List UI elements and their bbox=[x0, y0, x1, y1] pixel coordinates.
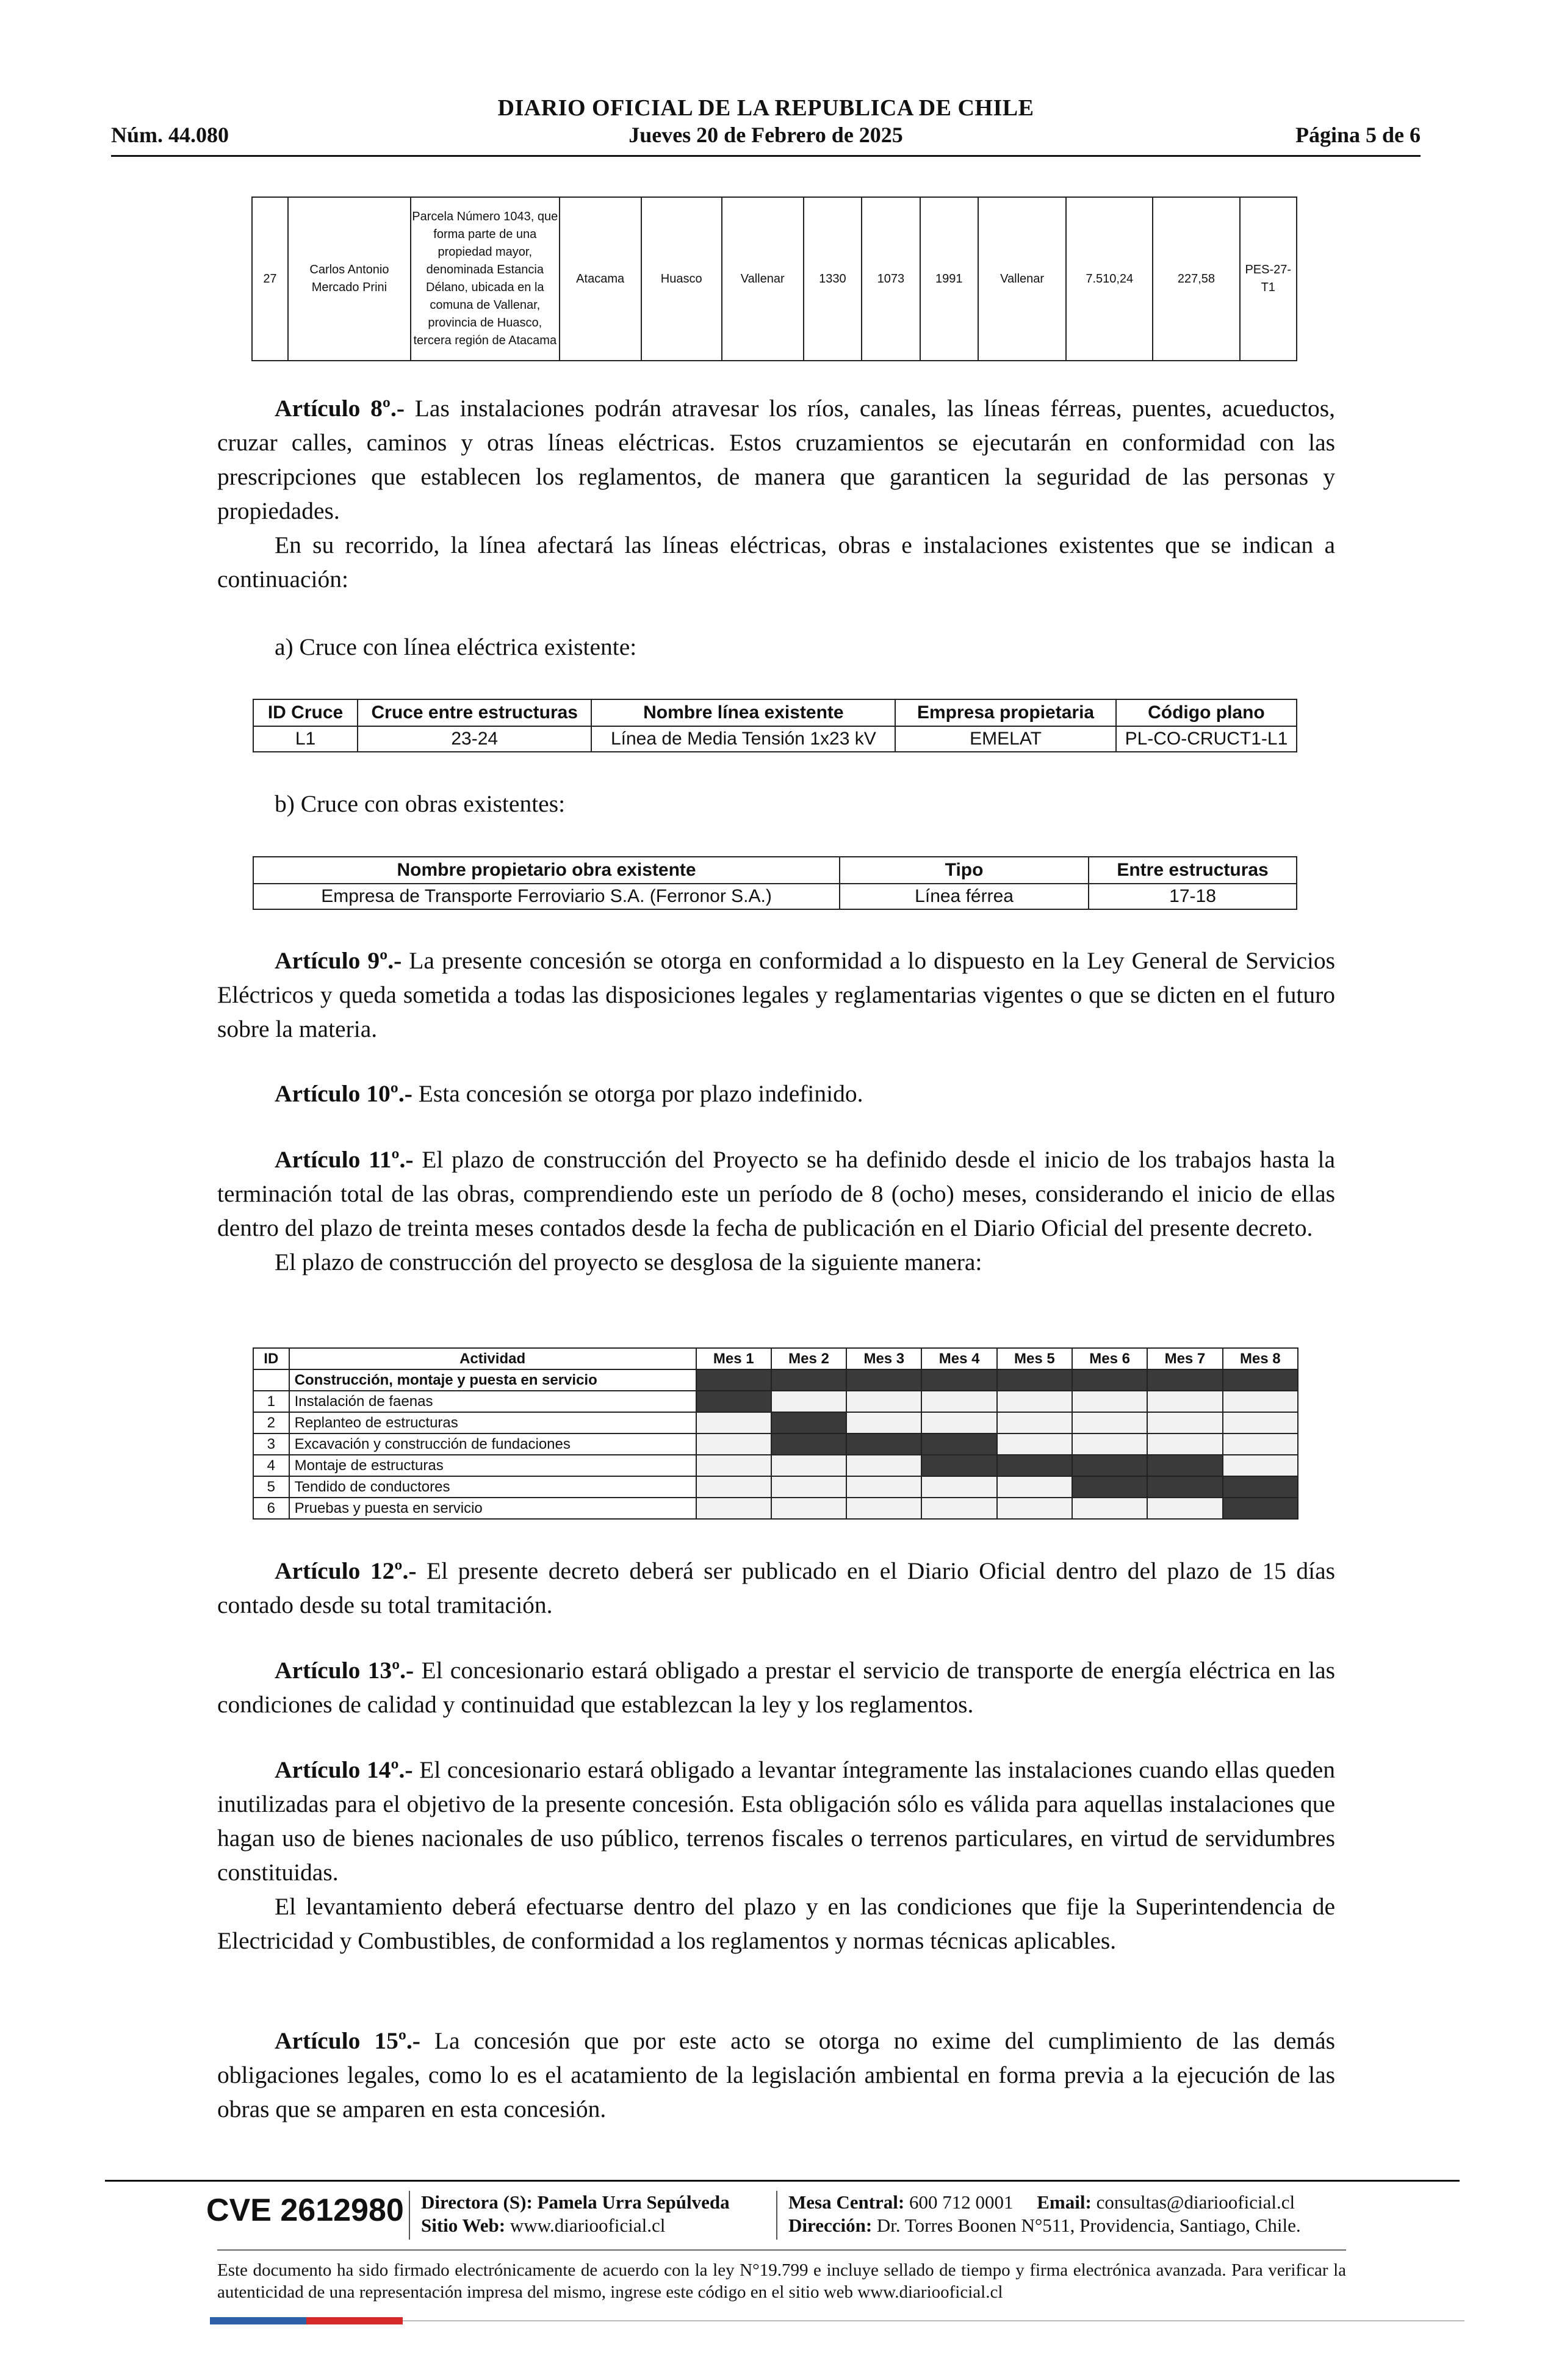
schedule-bar-cell bbox=[1147, 1476, 1222, 1498]
schedule-bar-cell bbox=[1223, 1476, 1298, 1498]
crossing-b-text: b) Cruce con obras existentes: bbox=[275, 790, 566, 817]
column-header: Mes 8 bbox=[1223, 1348, 1298, 1369]
crossing-b-label bbox=[217, 787, 1335, 821]
flag-bar-red bbox=[306, 2317, 403, 2324]
cell-number: 27 bbox=[252, 197, 288, 361]
schedule-empty-cell bbox=[1223, 1391, 1298, 1412]
column-header: ID bbox=[253, 1348, 289, 1369]
activity-id: 6 bbox=[253, 1498, 289, 1519]
schedule-empty-cell bbox=[997, 1498, 1072, 1519]
schedule-empty-cell bbox=[1223, 1412, 1298, 1433]
activity-name: Pruebas y puesta en servicio bbox=[289, 1498, 696, 1519]
activity-id: 4 bbox=[253, 1455, 289, 1476]
table-row bbox=[253, 726, 1297, 752]
schedule-empty-cell bbox=[921, 1412, 996, 1433]
schedule-empty-cell bbox=[1072, 1412, 1147, 1433]
cell-description: Parcela Número 1043, que forma parte de una propiedad mayor, denominada Estancia Délano, ubicada en la comuna de Vallenar, provincia de Huasco, tercera región de Atacama bbox=[411, 197, 560, 361]
activity-id: 2 bbox=[253, 1412, 289, 1433]
column-header: Mes 6 bbox=[1072, 1348, 1147, 1369]
schedule-bar-cell bbox=[921, 1369, 996, 1391]
schedule-bar-cell bbox=[997, 1455, 1072, 1476]
article-11-text-2: El plazo de construcción del proyecto se desglosa de la siguiente manera: bbox=[275, 1249, 982, 1275]
article-13 bbox=[217, 1653, 1335, 1722]
schedule-empty-cell bbox=[921, 1498, 996, 1519]
schedule-bar-cell bbox=[696, 1369, 771, 1391]
article-12-label: Artículo 12º.- bbox=[275, 1557, 417, 1584]
article-10-text: Esta concesión se otorga por plazo indefinido. bbox=[418, 1080, 863, 1107]
schedule-bar-cell bbox=[1223, 1369, 1298, 1391]
table-cell: EMELAT bbox=[895, 726, 1116, 752]
schedule-empty-cell bbox=[1147, 1412, 1222, 1433]
website-link[interactable]: www.diariooficial.cl bbox=[510, 2215, 666, 2236]
schedule-empty-cell bbox=[846, 1476, 921, 1498]
footer-divider bbox=[105, 2180, 1460, 2182]
schedule-empty-cell bbox=[1223, 1433, 1298, 1455]
column-header: Código plano bbox=[1116, 699, 1297, 726]
article-14 bbox=[217, 1753, 1335, 1958]
header-divider bbox=[111, 155, 1421, 157]
construction-schedule-table bbox=[253, 1347, 1298, 1520]
cell-commune: Vallenar bbox=[722, 197, 804, 361]
flag-bar-blue bbox=[210, 2317, 306, 2324]
cell-year: 1991 bbox=[920, 197, 978, 361]
table-cell: 23-24 bbox=[358, 726, 591, 752]
schedule-empty-cell bbox=[1223, 1455, 1298, 1476]
address-label: Dirección: bbox=[788, 2215, 873, 2236]
schedule-row bbox=[253, 1455, 1298, 1476]
schedule-empty-cell bbox=[997, 1433, 1072, 1455]
schedule-bar-cell bbox=[997, 1369, 1072, 1391]
footer-separator bbox=[776, 2191, 777, 2240]
article-10 bbox=[217, 1076, 1335, 1111]
activity-id: 1 bbox=[253, 1391, 289, 1412]
schedule-row bbox=[253, 1433, 1298, 1455]
schedule-empty-cell bbox=[771, 1476, 846, 1498]
phone-number: 600 712 0001 bbox=[909, 2191, 1014, 2213]
article-14-text-2: El levantamiento deberá efectuarse dentro del plazo y en las condiciones que fije la Superintendencia de Electricidad y Combustibles, de conformidad a los reglamentos y normas técnicas aplicables. bbox=[217, 1893, 1335, 1954]
column-header: Entre estructuras bbox=[1089, 857, 1297, 884]
table-row bbox=[252, 197, 1297, 361]
schedule-row bbox=[253, 1391, 1298, 1412]
column-header: Empresa propietaria bbox=[895, 699, 1116, 726]
activity-id bbox=[253, 1369, 289, 1391]
schedule-empty-cell bbox=[771, 1498, 846, 1519]
article-8-text: Las instalaciones podrán atravesar los ríos, canales, las líneas férreas, puentes, acueductos, cruzar calles, caminos y otras líneas eléctricas. Estos cruzamientos se ejecutarán en conformidad con las prescripciones que establecen los reglamentos, de manera que garanticen la seguridad de las personas y propiedades. bbox=[217, 395, 1336, 524]
activity-id: 5 bbox=[253, 1476, 289, 1498]
works-crossing-table bbox=[253, 856, 1297, 910]
footer-divider-2 bbox=[217, 2249, 1346, 2251]
schedule-empty-cell bbox=[846, 1455, 921, 1476]
article-12 bbox=[217, 1554, 1335, 1622]
table-header-row bbox=[253, 1348, 1298, 1369]
parcel-table bbox=[251, 197, 1297, 361]
flag-bar-grey bbox=[403, 2320, 1464, 2321]
schedule-empty-cell bbox=[696, 1476, 771, 1498]
schedule-bar-cell bbox=[1072, 1455, 1147, 1476]
director-label: Directora (S): bbox=[421, 2191, 533, 2213]
article-11-label: Artículo 11º.- bbox=[275, 1146, 414, 1173]
schedule-bar-cell bbox=[1223, 1498, 1298, 1519]
article-11-text: El plazo de construcción del Proyecto se ha definido desde el inicio de los trabajos hasta la terminación total de las obras, comprendiendo este un período de 8 (ocho) meses, considerando el inicio de ellas dentro del plazo de treinta meses contados desde la fecha de publicación en el Diario Oficial del presente decreto. bbox=[217, 1146, 1335, 1241]
cell-region: Atacama bbox=[560, 197, 641, 361]
schedule-empty-cell bbox=[1072, 1391, 1147, 1412]
column-header: Mes 5 bbox=[997, 1348, 1072, 1369]
cell-plan-code: PES-27-T1 bbox=[1240, 197, 1297, 361]
activity-name: Construcción, montaje y puesta en servicio bbox=[289, 1369, 696, 1391]
schedule-empty-cell bbox=[1147, 1433, 1222, 1455]
schedule-bar-cell bbox=[921, 1455, 996, 1476]
schedule-bar-cell bbox=[696, 1391, 771, 1412]
schedule-row bbox=[253, 1498, 1298, 1519]
cell-area-2: 227,58 bbox=[1153, 197, 1239, 361]
footer-director-block bbox=[421, 2191, 730, 2237]
schedule-bar-cell bbox=[771, 1369, 846, 1391]
cell-owner: Carlos Antonio Mercado Prini bbox=[288, 197, 411, 361]
column-header: Nombre propietario obra existente bbox=[253, 857, 840, 884]
column-header: Mes 1 bbox=[696, 1348, 771, 1369]
column-header: Mes 2 bbox=[771, 1348, 846, 1369]
footer-separator bbox=[409, 2191, 410, 2240]
column-header: Cruce entre estructuras bbox=[358, 699, 591, 726]
schedule-bar-cell bbox=[1147, 1455, 1222, 1476]
column-header: Tipo bbox=[840, 857, 1089, 884]
table-header-row bbox=[253, 857, 1297, 884]
table-cell: Línea de Media Tensión 1x23 kV bbox=[591, 726, 895, 752]
email-link[interactable]: consultas@diariooficial.cl bbox=[1096, 2191, 1295, 2213]
crossing-a-text: a) Cruce con línea eléctrica existente: bbox=[275, 633, 637, 660]
article-10-label: Artículo 10º.- bbox=[275, 1080, 412, 1107]
schedule-bar-cell bbox=[1072, 1369, 1147, 1391]
schedule-bar-cell bbox=[771, 1412, 846, 1433]
cell-value-1: 1330 bbox=[804, 197, 862, 361]
column-header: Mes 4 bbox=[921, 1348, 996, 1369]
cell-registry: Vallenar bbox=[978, 197, 1066, 361]
article-15-label: Artículo 15º.- bbox=[275, 2027, 420, 2054]
schedule-summary-row bbox=[253, 1369, 1298, 1391]
cell-area-1: 7.510,24 bbox=[1066, 197, 1153, 361]
article-8-text-2: En su recorrido, la línea afectará las líneas eléctricas, obras e instalaciones existentes que se indican a continuación: bbox=[217, 532, 1335, 593]
schedule-empty-cell bbox=[1072, 1433, 1147, 1455]
column-header: Actividad bbox=[289, 1348, 696, 1369]
schedule-row bbox=[253, 1476, 1298, 1498]
article-9 bbox=[217, 943, 1335, 1046]
schedule-empty-cell bbox=[921, 1391, 996, 1412]
activity-id: 3 bbox=[253, 1433, 289, 1455]
schedule-empty-cell bbox=[696, 1412, 771, 1433]
article-9-text: La presente concesión se otorga en conformidad a lo dispuesto en la Ley General de Servicios Eléctricos y queda sometida a todas las disposiciones legales y reglamentarias vigentes o que se dicten en el futuro sobre la materia. bbox=[217, 947, 1336, 1042]
phone-label: Mesa Central: bbox=[788, 2191, 905, 2213]
schedule-bar-cell bbox=[921, 1433, 996, 1455]
article-9-label: Artículo 9º.- bbox=[275, 947, 402, 974]
activity-name: Tendido de conductores bbox=[289, 1476, 696, 1498]
schedule-empty-cell bbox=[846, 1391, 921, 1412]
cve-code: CVE 2612980 bbox=[206, 2193, 404, 2228]
article-14-text: El concesionario estará obligado a levantar íntegramente las instalaciones cuando ellas queden inutilizadas para el objetivo de la presente concesión. Esta obligación sólo es válida para aquellas instalaciones que hagan uso de bienes nacionales de uso público, terrenos fiscales o terrenos particulares, en virtud de servidumbres constituidas. bbox=[217, 1756, 1335, 1886]
issue-number: Núm. 44.080 bbox=[111, 123, 229, 147]
schedule-empty-cell bbox=[771, 1455, 846, 1476]
schedule-empty-cell bbox=[997, 1476, 1072, 1498]
email-label: Email: bbox=[1037, 2191, 1092, 2213]
schedule-empty-cell bbox=[846, 1498, 921, 1519]
article-14-label: Artículo 14º.- bbox=[275, 1756, 413, 1783]
schedule-empty-cell bbox=[696, 1498, 771, 1519]
table-cell: L1 bbox=[253, 726, 358, 752]
schedule-empty-cell bbox=[997, 1391, 1072, 1412]
schedule-empty-cell bbox=[1147, 1391, 1222, 1412]
schedule-empty-cell bbox=[1072, 1498, 1147, 1519]
table-row bbox=[253, 884, 1297, 909]
schedule-bar-cell bbox=[1147, 1369, 1222, 1391]
table-cell: 17-18 bbox=[1089, 884, 1297, 909]
activity-name: Montaje de estructuras bbox=[289, 1455, 696, 1476]
page-number: Página 5 de 6 bbox=[1295, 123, 1421, 147]
article-15 bbox=[217, 2024, 1335, 2126]
website-label: Sitio Web: bbox=[421, 2215, 506, 2236]
article-15-text: La concesión que por este acto se otorga no exime del cumplimiento de las demás obligaciones legales, como lo es el acatamiento de la legislación ambiental en forma previa a la ejecución de las obras que se amparen en esta concesión. bbox=[217, 2027, 1336, 2122]
table-cell: Línea férrea bbox=[840, 884, 1089, 909]
table-header-row bbox=[253, 699, 1297, 726]
schedule-empty-cell bbox=[1147, 1498, 1222, 1519]
schedule-bar-cell bbox=[1072, 1476, 1147, 1498]
schedule-empty-cell bbox=[696, 1433, 771, 1455]
cell-value-2: 1073 bbox=[862, 197, 920, 361]
article-13-text: El concesionario estará obligado a prestar el servicio de transporte de energía eléctrica en las condiciones de calidad y continuidad que establezcan la ley y los reglamentos. bbox=[217, 1657, 1336, 1718]
column-header: Mes 3 bbox=[846, 1348, 921, 1369]
table-cell: Empresa de Transporte Ferroviario S.A. (Ferronor S.A.) bbox=[253, 884, 840, 909]
article-13-label: Artículo 13º.- bbox=[275, 1657, 414, 1684]
article-8 bbox=[217, 391, 1335, 596]
schedule-bar-cell bbox=[771, 1433, 846, 1455]
crossing-a-label bbox=[217, 630, 1335, 664]
electric-crossing-table bbox=[253, 699, 1297, 752]
issue-date: Jueves 20 de Febrero de 2025 bbox=[629, 123, 903, 147]
cell-province: Huasco bbox=[641, 197, 722, 361]
schedule-row bbox=[253, 1412, 1298, 1433]
schedule-bar-cell bbox=[846, 1433, 921, 1455]
activity-name: Replanteo de estructuras bbox=[289, 1412, 696, 1433]
schedule-bar-cell bbox=[846, 1369, 921, 1391]
schedule-empty-cell bbox=[846, 1412, 921, 1433]
column-header: Mes 7 bbox=[1147, 1348, 1222, 1369]
schedule-empty-cell bbox=[771, 1391, 846, 1412]
column-header: Nombre línea existente bbox=[591, 699, 895, 726]
article-11 bbox=[217, 1142, 1335, 1279]
address-text: Dr. Torres Boonen N°511, Providencia, Santiago, Chile. bbox=[876, 2215, 1301, 2236]
signature-note: Este documento ha sido firmado electrónicamente de acuerdo con la ley N°19.799 e incluye sellado de tiempo y firma electrónica avanzada. Para verificar la autenticidad de una representación impresa del mismo, ingrese este código en el sitio web www.diariooficial.cl bbox=[217, 2260, 1346, 2302]
director-name: Pamela Urra Sepúlveda bbox=[537, 2191, 730, 2213]
table-cell: PL-CO-CRUCT1-L1 bbox=[1116, 726, 1297, 752]
article-12-text: El presente decreto deberá ser publicado en el Diario Oficial dentro del plazo de 15 días contado desde su total tramitación. bbox=[217, 1557, 1336, 1618]
footer-contact-block bbox=[788, 2191, 1301, 2237]
activity-name: Instalación de faenas bbox=[289, 1391, 696, 1412]
activity-name: Excavación y construcción de fundaciones bbox=[289, 1433, 696, 1455]
newspaper-title: DIARIO OFICIAL DE LA REPUBLICA DE CHILE bbox=[497, 95, 1034, 121]
column-header: ID Cruce bbox=[253, 699, 358, 726]
schedule-empty-cell bbox=[696, 1455, 771, 1476]
article-8-label: Artículo 8º.- bbox=[275, 395, 405, 422]
schedule-empty-cell bbox=[921, 1476, 996, 1498]
schedule-empty-cell bbox=[997, 1412, 1072, 1433]
